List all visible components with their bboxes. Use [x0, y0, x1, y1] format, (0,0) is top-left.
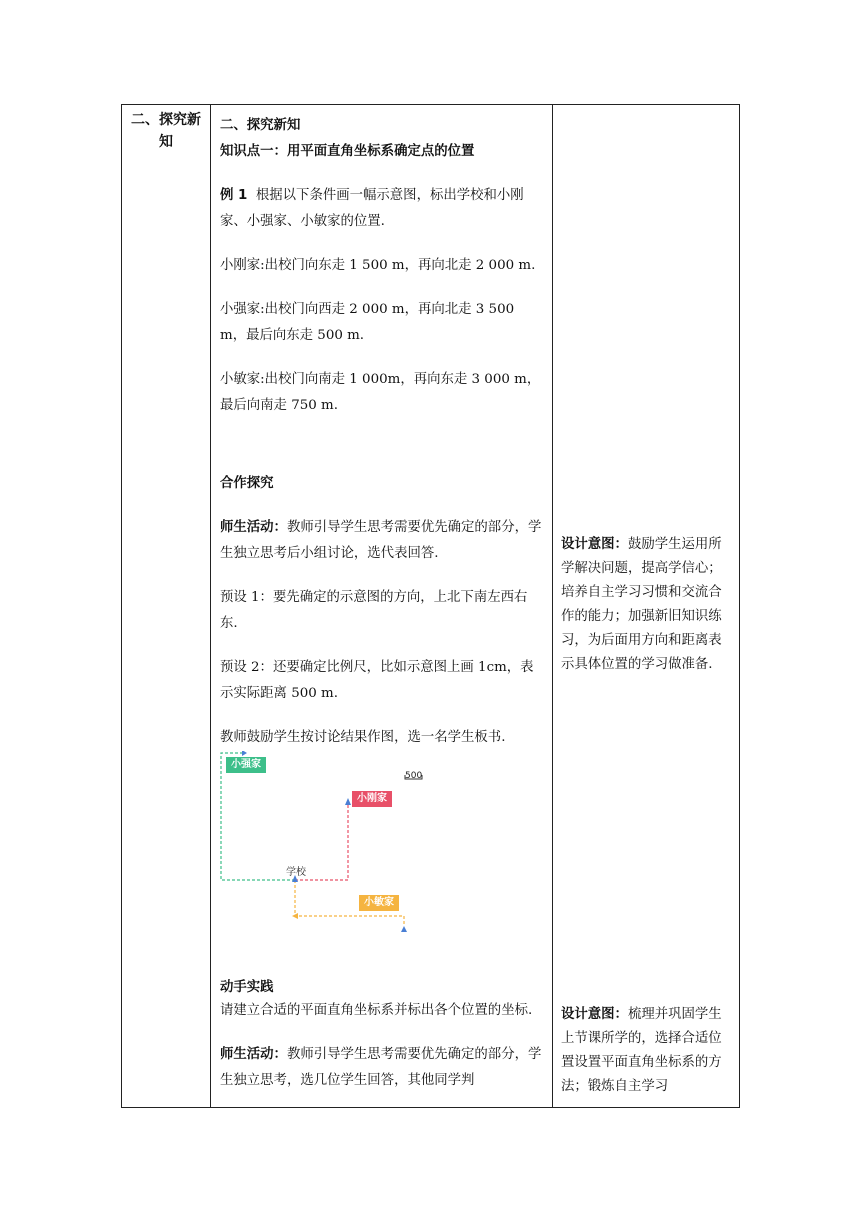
- xiaomin-route: 小敏家:出校门向南走 1 000m，再向东走 3 000 m，最后向南走 750 m.: [220, 372, 541, 413]
- design-intent-column: [553, 105, 740, 1108]
- xiaoqiang-route: 小强家:出校门向西走 2 000 m，再向北走 3 500 m，最后向东走 500 m.: [220, 302, 515, 343]
- preset-2: 预设 2：还要确定比例尺，比如示意图上画 1cm，表示实际距离 500 m.: [220, 660, 534, 701]
- activity-text: 教师引导学生思考需要优先确定的部分，学生独立思考后小组讨论，选代表回答.: [220, 520, 542, 561]
- activity2-text: 教师引导学生思考需要优先确定的部分，学生独立思考，选几位学生回答，其他同学判: [220, 1047, 542, 1088]
- route-lines: [218, 751, 559, 956]
- design-intent-1-label: 设计意图：: [561, 537, 628, 552]
- design-intent-1-text: 鼓励学生运用所学解决问题，提高学信心；培养自主学习习惯和交流合作的能力；加强新旧知识练习，为后面用方向和距离表示具体位置的学习做准备.: [561, 537, 722, 672]
- xiaomin-tag: 小敏家: [359, 895, 399, 911]
- xiaomin-arrow-icon: [401, 926, 407, 932]
- content-column: [211, 105, 553, 1108]
- practice-text: 请建立合适的平面直角坐标系并标出各个位置的坐标.: [220, 1003, 533, 1018]
- activity2-paragraph: [220, 1042, 544, 1094]
- knowledge-point-title: 知识点一：用平面直角坐标系确定点的位置: [220, 144, 475, 159]
- xiaogang-route: 小刚家:出校门向东走 1 500 m，再向北走 2 000 m.: [220, 258, 536, 273]
- xiaogang-tag: 小刚家: [352, 791, 392, 807]
- xiaoqiang-arrow-icon: [242, 751, 247, 756]
- coop-title: 合作探究: [220, 476, 274, 491]
- preset-1: 预设 1：要先确定的示意图的方向，上北下南左西右东.: [220, 590, 528, 631]
- example-label: 例 1: [220, 188, 248, 203]
- example-paragraph: [220, 183, 544, 235]
- school-label: 学校: [286, 867, 306, 878]
- scale-label: 500: [405, 771, 423, 781]
- stage-column: [122, 105, 211, 1108]
- design-intent-2: [561, 1003, 733, 1099]
- design-intent-2-label: 设计意图：: [561, 1007, 628, 1022]
- practice-title: 动手实践: [220, 980, 274, 995]
- activity-paragraph: [220, 515, 544, 567]
- activity-label: 师生活动：: [220, 520, 287, 535]
- xiaomin-start-arrow-icon: [292, 913, 298, 919]
- location-diagram: [218, 751, 559, 956]
- activity2-label: 师生活动：: [220, 1047, 287, 1062]
- design-intent-2-text: 梳理并巩固学生上节课所学的，选择合适位置设置平面直角坐标系的方法；锻炼自主学习: [561, 1007, 722, 1094]
- example-text: 根据以下条件画一幅示意图，标出学校和小刚家、小强家、小敏家的位置.: [220, 188, 524, 229]
- design-intent-1: [561, 533, 733, 677]
- xiaoqiang-tag: 小强家: [226, 757, 266, 773]
- stage-heading: 二、探究新知: [131, 112, 201, 150]
- xiaogang-arrow-icon: [345, 798, 351, 805]
- teacher-encourage: 教师鼓励学生按讨论结果作图，选一名学生板书.: [220, 730, 506, 745]
- section-title: 二、探究新知: [220, 118, 301, 133]
- lesson-table: [121, 104, 740, 1108]
